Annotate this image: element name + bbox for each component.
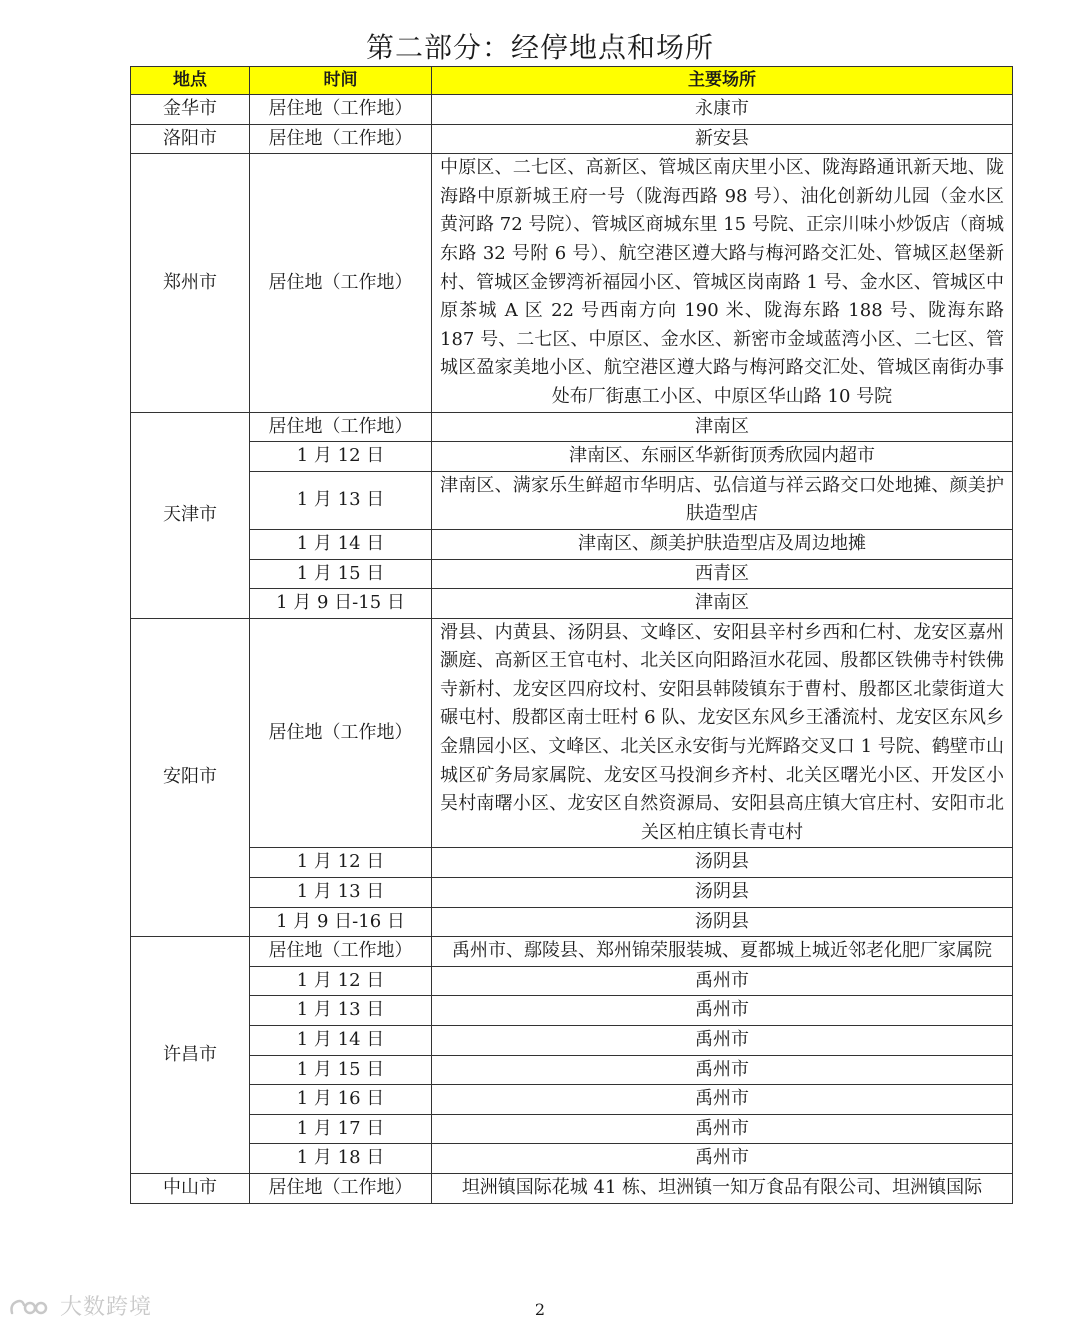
table-row — [131, 907, 1013, 937]
table-row — [131, 848, 1013, 878]
city-cell: 郑州市 — [131, 154, 250, 412]
time-cell: 1 月 16 日 — [250, 1085, 432, 1115]
time-cell: 1 月 12 日 — [250, 848, 432, 878]
stop-locations-table — [130, 66, 1013, 1204]
place-cell: 永康市 — [432, 95, 1013, 125]
table-row — [131, 937, 1013, 967]
place-cell: 禹州市 — [432, 1055, 1013, 1085]
table-row — [131, 878, 1013, 908]
table-row — [131, 1144, 1013, 1174]
table-row — [131, 996, 1013, 1026]
time-cell: 1 月 17 日 — [250, 1114, 432, 1144]
table-row — [131, 442, 1013, 472]
time-cell: 居住地（工作地） — [250, 412, 432, 442]
place-cell: 禹州市 — [432, 1026, 1013, 1056]
place-cell: 滑县、内黄县、汤阴县、文峰区、安阳县辛村乡西和仁村、龙安区嘉州灏庭、高新区王官屯村、北关区向阳路洹水花园、殷都区铁佛寺村铁佛寺新村、龙安区四府坟村、安阳县韩陵镇东于曹村、殷都区北蒙街道大碾屯村、殷都区南士旺村 6 队、龙安区东风乡王潘流村、龙安区东风乡金鼎园小区、文峰区、北关区永安街与光辉路交叉口 1 号院、鹤壁市山城区矿务局家属院、龙安区马投涧乡齐村、北关区曙光小区、开发区小吴村南曙小区、龙安区自然资源局、安阳县高庄镇大官庄村、安阳市北关区柏庄镇长青屯村 — [432, 618, 1013, 848]
place-cell: 禹州市 — [432, 966, 1013, 996]
city-cell: 天津市 — [131, 412, 250, 618]
place-cell: 禹州市 — [432, 1144, 1013, 1174]
time-cell: 居住地（工作地） — [250, 154, 432, 412]
table-row — [131, 95, 1013, 125]
table-row — [131, 966, 1013, 996]
time-cell: 1 月 15 日 — [250, 1055, 432, 1085]
table-row — [131, 589, 1013, 619]
place-cell: 新安县 — [432, 124, 1013, 154]
header-places: 主要场所 — [432, 67, 1013, 95]
place-cell: 禹州市、鄢陵县、郑州锦荣服装城、夏都城上城近邻老化肥厂家属院 — [432, 937, 1013, 967]
time-cell: 1 月 18 日 — [250, 1144, 432, 1174]
place-cell: 津南区、满家乐生鲜超市华明店、弘信道与祥云路交口处地摊、颜美护肤造型店 — [432, 471, 1013, 529]
place-cell: 汤阴县 — [432, 907, 1013, 937]
place-cell: 津南区 — [432, 589, 1013, 619]
table-row — [131, 1114, 1013, 1144]
header-location: 地点 — [131, 67, 250, 95]
time-cell: 居住地（工作地） — [250, 937, 432, 967]
place-cell: 汤阴县 — [432, 848, 1013, 878]
place-cell: 禹州市 — [432, 996, 1013, 1026]
place-cell: 中原区、二七区、高新区、管城区南庆里小区、陇海路通讯新天地、陇海路中原新城王府一号（陇海西路 98 号）、油化创新幼儿园（金水区黄河路 72 号院）、管城区商城东里 15 号院、正宗川味小炒饭店（商城东路 32 号附 6 号）、航空港区遵大路与梅河路交汇处、管城区赵堡新村、管城区金锣湾祈福园小区、管城区岗南路 1 号、金水区、管城区中原茶城 A 区 22 号西南方向 190 米、陇海东路 188 号、陇海东路 187 号、二七区、中原区、金水区、新密市金域蓝湾小区、二七区、管城区盈家美地小区、航空港区遵大路与梅河路交汇处、管城区南街办事处布厂街惠工小区、中原区华山路 10 号院 — [432, 154, 1013, 412]
city-cell: 中山市 — [131, 1173, 250, 1203]
table-row — [131, 529, 1013, 559]
table-header-row — [131, 67, 1013, 95]
table-row — [131, 1055, 1013, 1085]
city-cell: 金华市 — [131, 95, 250, 125]
time-cell: 1 月 13 日 — [250, 471, 432, 529]
table-row — [131, 1085, 1013, 1115]
time-cell: 居住地（工作地） — [250, 124, 432, 154]
time-cell: 1 月 15 日 — [250, 559, 432, 589]
time-cell: 1 月 13 日 — [250, 996, 432, 1026]
time-cell: 1 月 14 日 — [250, 1026, 432, 1056]
table-row — [131, 154, 1013, 412]
city-cell: 洛阳市 — [131, 124, 250, 154]
place-cell: 禹州市 — [432, 1114, 1013, 1144]
time-cell: 居住地（工作地） — [250, 95, 432, 125]
table-row — [131, 124, 1013, 154]
place-cell: 西青区 — [432, 559, 1013, 589]
place-cell: 津南区 — [432, 412, 1013, 442]
place-cell: 禹州市 — [432, 1085, 1013, 1115]
table-row — [131, 471, 1013, 529]
time-cell: 1 月 12 日 — [250, 966, 432, 996]
header-time: 时间 — [250, 67, 432, 95]
time-cell: 1 月 13 日 — [250, 878, 432, 908]
city-cell: 安阳市 — [131, 618, 250, 937]
table-row — [131, 559, 1013, 589]
page-number: 2 — [534, 1300, 546, 1319]
place-cell: 津南区、颜美护肤造型店及周边地摊 — [432, 529, 1013, 559]
city-cell: 许昌市 — [131, 937, 250, 1174]
table-row — [131, 412, 1013, 442]
time-cell: 居住地（工作地） — [250, 618, 432, 848]
watermark-text: 大数跨境 — [60, 1295, 153, 1320]
place-cell: 汤阴县 — [432, 878, 1013, 908]
table-row — [131, 1026, 1013, 1056]
time-cell: 1 月 9 日-16 日 — [250, 907, 432, 937]
time-cell: 1 月 9 日-15 日 — [250, 589, 432, 619]
place-cell: 津南区、东丽区华新街顶秀欣园内超市 — [432, 442, 1013, 472]
time-cell: 1 月 12 日 — [250, 442, 432, 472]
time-cell: 居住地（工作地） — [250, 1173, 432, 1203]
place-cell: 坦洲镇国际花城 41 栋、坦洲镇一知万食品有限公司、坦洲镇国际 — [432, 1173, 1013, 1203]
table-row — [131, 1173, 1013, 1203]
table-row — [131, 618, 1013, 848]
time-cell: 1 月 14 日 — [250, 529, 432, 559]
page-title: 第二部分：经停地点和场所 — [365, 31, 714, 64]
